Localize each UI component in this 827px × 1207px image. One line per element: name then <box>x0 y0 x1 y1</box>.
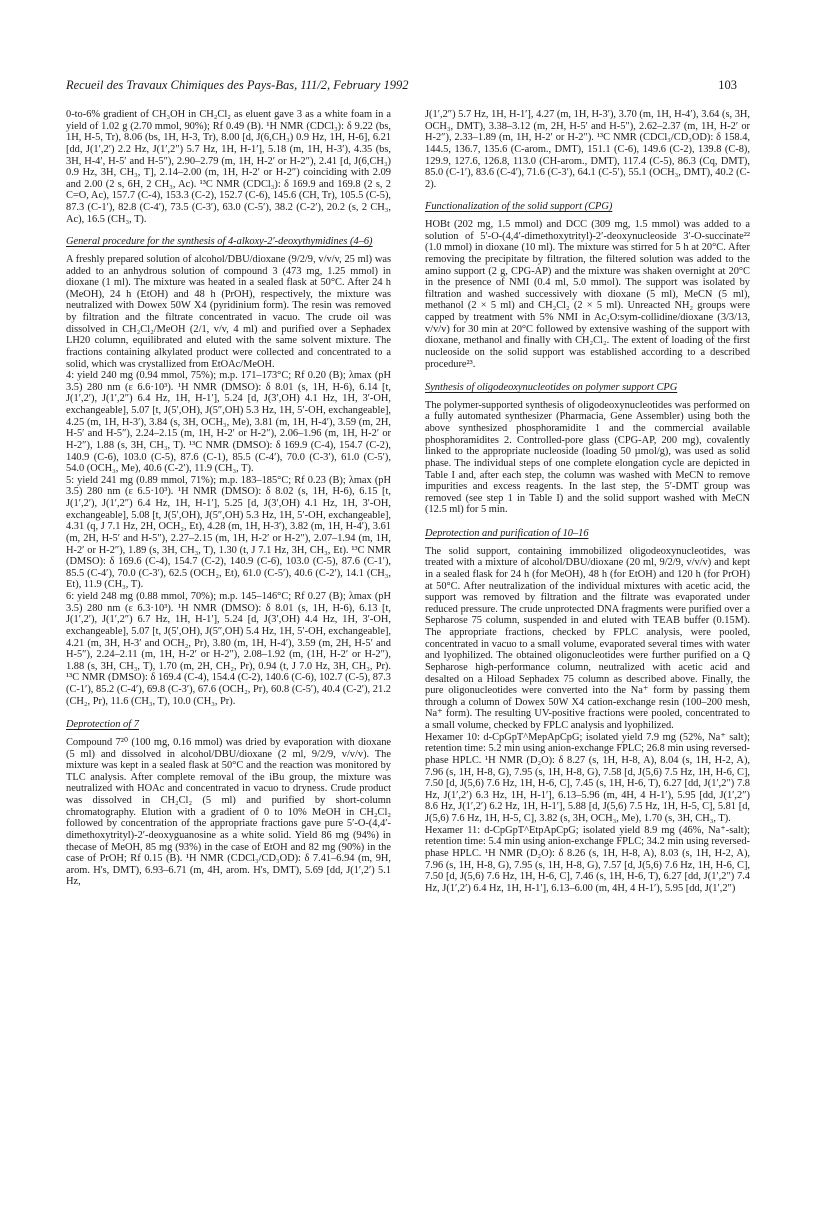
paragraph: A freshly prepared solution of alcohol/DBU/dioxane (9/2/9, v/v/v, 25 ml) was added to an anhydrous solution of compound 3 (473 mg, 1.25 mmol) in dioxane (1 ml). The mixture was heated in a sealed flask at 50°C. After 24 h (MeOH), 24 h (EtOH) and 48 h (PrOH), respectively, the mixture was neutralized with Dowex 50W X4 (pyridinium form). The resin was removed by filtration and the filtrate concentrated in vacuo. The crude oil was dissolved in CH₂Cl₂/MeOH (2/1, v/v, 4 ml) and purified over a Sephadex LH20 column, equilibrated and eluted with the same solvent mixture. The fractions containing alkylated product were collected and concentrated to a solid, which was crystallized from EtOAc/MeOH. <box>66 253 391 370</box>
compound-entry: 5: yield 241 mg (0.89 mmol, 71%); m.p. 183–185°C; Rf 0.23 (B); λmax (pH 3.5) 280 nm (ε 6.5·10³). ¹H NMR (DMSO): δ 8.02 (s, 1H, H-6), 6.15 [t, J(1′,2′), J(1′,2″) 6.4 Hz, 1H, H-1′], 5.25 [d, J(3′,OH) 4.1 Hz, 1H, 3′-OH, exchangeable], 5.08 [t, J(5′,OH), J(5″,OH) 5.3 Hz, 1H, 5′-OH, exchangeable], 4.31 (q, J 7.1 Hz, 2H, OCH₂, Et), 4.28 (m, 1H, H-3′), 3.82 (m, 1H, H-4′), 3.61 (m, 2H, H-5′ and H-5″), 2.27–2.15 (m, 1H, H-2′ or H-2″), 2.07–1.94 (m, 1H, H-2′ or H-2″), 1.89 (s, 3H, CH₃, T), 1.30 (t, J 7.1 Hz, 3H, CH₃, Et). ¹³C NMR (DMSO): δ 169.6 (C-4), 154.7 (C-2), 140.9 (C-6), 103.0 (C-5), 87.6 (C-1′), 85.5 (C-4′), 70.0 (C-3′), 62.5 (OCH₂, Et), 61.0 (C-5′), 40.6 (C-2′), 14.1 (CH₃, Et), 11.9 (CH₃, T). <box>66 474 391 591</box>
paragraph: J(1′,2″) 5.7 Hz, 1H, H-1′], 4.27 (m, 1H, H-3′), 3.70 (m, 1H, H-4′), 3.64 (s, 3H, OCH₃, DMT), 3.38–3.12 (m, 2H, H-5′ and H-5″), 2.62–2.37 (m, 1H, H-2′ or H-2″), 2.33–1.89 (m, 1H, H-2′ or H-2″). ¹³C NMR (CDCl₃/CD₃OD): δ 158.4, 144.5, 136.7, 135.6 (C-arom., DMT), 151.1 (C-6), 149.6 (C-2), 139.8 (C-8), 129.9, 127.6, 126.8, 113.0 (CH-arom., DMT), 117.4 (C-5), 86.3 (Cq, DMT), 85.0 (C-1′), 83.6 (C-4′), 71.6 (C-3′), 64.1 (C-5′), 55.1 (OCH₃, DMT), 40.2 (C-2). <box>425 109 750 190</box>
section-heading: Deprotection and purification of 10–16 <box>425 528 589 539</box>
compound-entry: 6: yield 248 mg (0.88 mmol, 70%); m.p. 145–146°C; Rf 0.27 (B); λmax (pH 3.5) 280 nm (ε 6.3·10³). ¹H NMR (DMSO): δ 8.01 (s, 1H, H-6), 6.13 [t, J(1′,2′), J(1′,2″) 6.7 Hz, 1H, H-1′], 5.24 [d, J(3′,OH) 4.4 Hz, 1H, 3′-OH, exchangeable], 5.07 [t, J(5′,OH), J(5″,OH) 5.4 Hz, 1H, 5′-OH, exchangeable], 4.21 (m, 3H, H-3′ and OCH₂, Pr), 3.80 (m, 1H, H-4′), 3.59 (m, 2H, H-5′ and H-5″), 2.24–2.11 (m, 1H, H-2′ or H-2″), 2.08–1.92 (m, (1H, H-2′ or H-2″), 1.88 (s, 3H, CH₃, T), 1.70 (m, 2H, CH₂, Pr), 0.94 (t, J 7.0 Hz, 3H, CH₃, Pr). ¹³C NMR (DMSO): δ 169.4 (C-4), 154.4 (C-2), 140.6 (C-6), 102.7 (C-5), 87.3 (C-1′), 85.2 (C-4′), 69.8 (C-3′), 67.6 (OCH₂, Pr), 60.8 (C-5′), 40.4 (C-2′), 21.2 (CH₂, Pr), 11.6 (CH₃, T), 10.0 (CH₃, Pr). <box>66 591 391 707</box>
left-column <box>66 109 391 888</box>
paragraph: 0-to-6% gradient of CH₃OH in CH₂Cl₂ as eluent gave 3 as a white foam in a yield of 1.02 g (2.70 mmol, 90%); Rf 0.49 (B). ¹H NMR (CDCl₃): δ 9.22 (bs, 1H, H-5, Tr), 8.06 (bs, 1H, H-3, Tr), 8.00 [d, J(6,CH₃) 0.9 Hz, 1H, H-6], 6.21 [dd, J(1′,2′) 2.2 Hz, J(1′,2″) 5.7 Hz, 1H, H-1′], 5.18 (m, 1H, H-3′), 4.35 (bs, 3H, H-4′, H-5′ and H-5″), 2.90–2.79 (m, 1H, H-2′ or H-2″), 2.41 [d, J(6,CH₃) 0.9 Hz, 3H, CH₃, T], 2.14–2.00 (m, 1H, H-2′ or H-2″) coinciding with 2.09 and 2.00 (2 s, 6H, 2 CH₃, Ac). ¹³C NMR (CDCl₃): δ 169.9 and 169.8 (2 s, 2 C=O, Ac), 157.7 (C-4), 153.3 (C-2), 152.7 (C-6), 145.6 (CH, Tr), 105.5 (C-5), 87.3 (C-1′), 82.8 (C-4′), 73.5 (C-3′), 63.0 (C-5′), 38.2 (C-2′), 20.2 (s, 2 CH₃, Ac), 16.5 (CH₃, T). <box>66 109 391 225</box>
section-heading: Functionalization of the solid support (CPG) <box>425 201 613 213</box>
compound-entry: Hexamer 10: d-CpGpT^MepApCpG; isolated yield 7.9 mg (52%, Na⁺ salt); retention time: 5.2 min using anion-exchange FPLC; 26.8 min using reversed-phase HPLC. ¹H NMR (D₂O): δ 8.27 (s, 1H, H-8, A), 8.04 (s, 1H, H-2, A), 7.96 (s, 1H, H-8, G), 7.95 (s, 1H, H-8, G), 7.58 [d, J(5,6) 7.5 Hz, 1H, H-6, C], 7.50 [d, J(5,6) 7.6 Hz, 1H, H-6, C], 7.45 (s, 1H, H-6, T), 6.27 [dd, J(1′,2″) 7.8 Hz, J(1′,2′) 6.3 Hz, 1H, H-1′], 6.13–5.96 (m, 4H, 4 H-1′), 5.95 [dd, J(1′,2″) 8.6 Hz, J(1′,2′) 6.2 Hz, 1H, H-1′], 5.88 [d, J(5,6) 7.5 Hz, 1H, H-5, C], 5.81 [d, J(5,6) 7.6 Hz, 1H, H-5, C], 3.82 (s, 3H, OCH₃, Me), 1.70 (s, 3H, CH₃, T). <box>425 731 750 824</box>
paragraph: Compound 7²⁰ (100 mg, 0.16 mmol) was dried by evaporation with dioxane (5 ml) and dissolved in alcohol/DBU/dioxane (2 ml, 9/2/9, v/v/v). The mixture was kept in a sealed flask at 50°C and the reaction was monitored by TLC analysis. After complete removal of the iBu group, the mixture was neutralized with HOAc and concentrated in vacuo to dryness. Crude product was dissolved in CH₂Cl₂ (5 ml) and purified by short-column chromatography. Elution with a gradient of 0 to 10% MeOH in CH₂Cl₂ followed by concentration of the appropriate fractions gave pure 5′-O-(4,4′-dimethoxytrityl)-2′-deoxyguanosine as a white solid. Yield 86 mg (94%) in thecase of MeOH, 85 mg (93%) in the case of EtOH and 82 mg (90%) in the case of PrOH; Rf 0.15 (B). ¹H NMR (CDCl₃/CD₃OD): δ 7.41–6.94 (m, 9H, arom. H's, DMT), 6.93–6.71 (m, 4H, arom. H's, DMT), 5.69 [dd, J(1′,2′) 5.1 Hz, <box>66 736 391 888</box>
section-heading: General procedure for the synthesis of 4-alkoxy-2′-deoxythymidines (4–6) <box>66 236 373 248</box>
paragraph: The polymer-supported synthesis of oligodeoxynucleotides was performed on a fully automated synthesizer (Pharmacia, Gene Assembler) using both the above synthesized phosphoramidite 1 and the commercial available phosphoramidites 2. Controlled-pore glass (CPG-AP, 200 mg), covalently linked to the appropriate nucleoside (loading 50 µmol/g), was used as solid phase. The individual steps of one complete elongation cycle are depicted in Table I and, after each step, the column was washed with MeCN to remove impurities and excess reagents. In the last step, the 5′-DMT group was removed (see step 1 in Table I) and the solid support washed with MeCN (12.5 ml) for 5 min. <box>425 399 750 516</box>
running-header <box>66 78 737 96</box>
compound-entry: Hexamer 11: d-CpGpT^EtpApCpG; isolated yield 8.9 mg (46%, Na⁺-salt); retention time: 5.4 min using anion-exchange FPLC; 34.2 min using reversed-phase HPLC. ¹H NMR (D₂O): δ 8.26 (s, 1H, H-8, A), 8.03 (s, 1H, H-2, A), 7.96 (s, 1H, H-8, G), 7.95 (s, 1H, H-8, G), 7.57 [d, J(5,6) 7.6 Hz, 1H, H-6, C], 7.50 [d, J(5,6) 7.6 Hz, 1H, H-6, C], 7.46 (s, 1H, H-6, T), 6.27 [dd, J(1′,2″) 7.4 Hz, J(1′,2′) 6.4 Hz, 1H, H-1′], 6.13–6.00 (m, 4H, 4 H-1′), 5.95 [dd, J(1′,2″) <box>425 824 750 894</box>
page-number: 103 <box>718 78 737 92</box>
journal-citation: Recueil des Travaux Chimiques des Pays-Bas, 111/2, February 1992 <box>66 78 409 92</box>
right-column <box>425 109 750 894</box>
section-heading: Deprotection of 7 <box>66 719 139 731</box>
paragraph: The solid support, containing immobilized oligodeoxynucleotides, was treated with a mixture of alcohol/DBU/dioxane (20 ml, 9/2/9, v/v/v) and kept in a sealed flask for 24 h (for MeOH), 48 h (for EtOH) and 120 h (for PrOH) at 50°C. After neutralization of the individual mixtures with acetic acid, the support was removed by filtration and the filtrate was evaporated under reduced pressure. The crude unprotected DNA fragments were purified over a Sepharose 75 column, suspended in and eluted with TEAB buffer (0.15M). The appropriate fractions, checked by FPLC analysis, were pooled, concentrated in vacuo to a small volume, evaporated several times with water and lyophilized. The obtained oligonucleotides were further purified on a Q Sepharose high-performance column, neutralized with acetic acid and desalted on a Hiload Sephadex 75 column as described above. Finally, the pure oligonucleotides were converted into the Na⁺ form by passing them through a column of Dowex 50W X4 cation-exchange resin (100–200 mesh, Na⁺ form). The resulting UV-positive fractions were pooled, concentrated to a small volume, checked by FPLC analysis and lyophilized. <box>425 545 750 731</box>
compound-entry: 4: yield 240 mg (0.94 mmol, 75%); m.p. 171–173°C; Rf 0.20 (B); λmax (pH 3.5) 280 nm (ε 6.6·10³). ¹H NMR (DMSO): δ 8.01 (s, 1H, H-6), 6.14 [t, J(1′,2′), J(1′,2″) 6.4 Hz, 1H, H-1′], 5.24 [d, J(3′,OH) 4.1 Hz, 1H, 3′-OH, exchangeable], 5.07 [t, J(5′,OH), J(5″,OH) 5.3 Hz, 1H, 5′-OH, exchangeable], 4.25 (m, 1H, H-3′), 3.84 (s, 3H, OCH₃, Me), 3.81 (m, 1H, H-4′), 3.59 (m, 2H, H-5′ and H-5″), 2.24–2.15 (m, 1H, H-2′ or H-2″), 2.06–1.96 (m, 1H, H-2′ or H-2″), 1.88 (s, 3H, CH₃, T). ¹³C NMR (DMSO): δ 169.9 (C-4), 154.7 (C-2), 140.9 (C-6), 103.0 (C-5), 87.6 (C-1), 85.5 (C-4′), 70.0 (C-3′), 61.0 (C-5′), 54.0 (OCH₃, Me), 40.6 (C-2′), 11.9 (CH₃, T). <box>66 370 391 475</box>
section-heading: Synthesis of oligodeoxynucleotides on polymer support CPG <box>425 382 678 394</box>
paragraph: HOBt (202 mg, 1.5 mmol) and DCC (309 mg, 1.5 mmol) was added to a solution of 5′-O-(4,4′-dimethoxytrityl)-2′-deoxynucleoside 3′-O-succinate²² (1.0 mmol) in dioxane (10 ml). The mixture was stirred for 5 h at 20°C. After removing the precipitate by filtration, the filtered solution was added to the amino support (2 g, CPG-AP) and the mixture was shaken overnight at 20°C in the presence of NMI (0.4 ml, 5.0 mmol). The support was isolated by filtration and washed successively with dioxane (5 ml), MeCN (5 ml), methanol (2 × 5 ml) and CH₂Cl₂ (2 × 5 ml). Unreacted NH₂ groups were capped by treatment with 5% NMI in Ac₂O:sym-collidine/dioxane (3/3/13, v/v/v) for 30 min at 20°C followed by extensive washing of the support with dioxane, methanol and finally with CH₂Cl₂. The extent of loading of the first nucleoside on the solid support was established according to a described procedure²³. <box>425 219 750 370</box>
